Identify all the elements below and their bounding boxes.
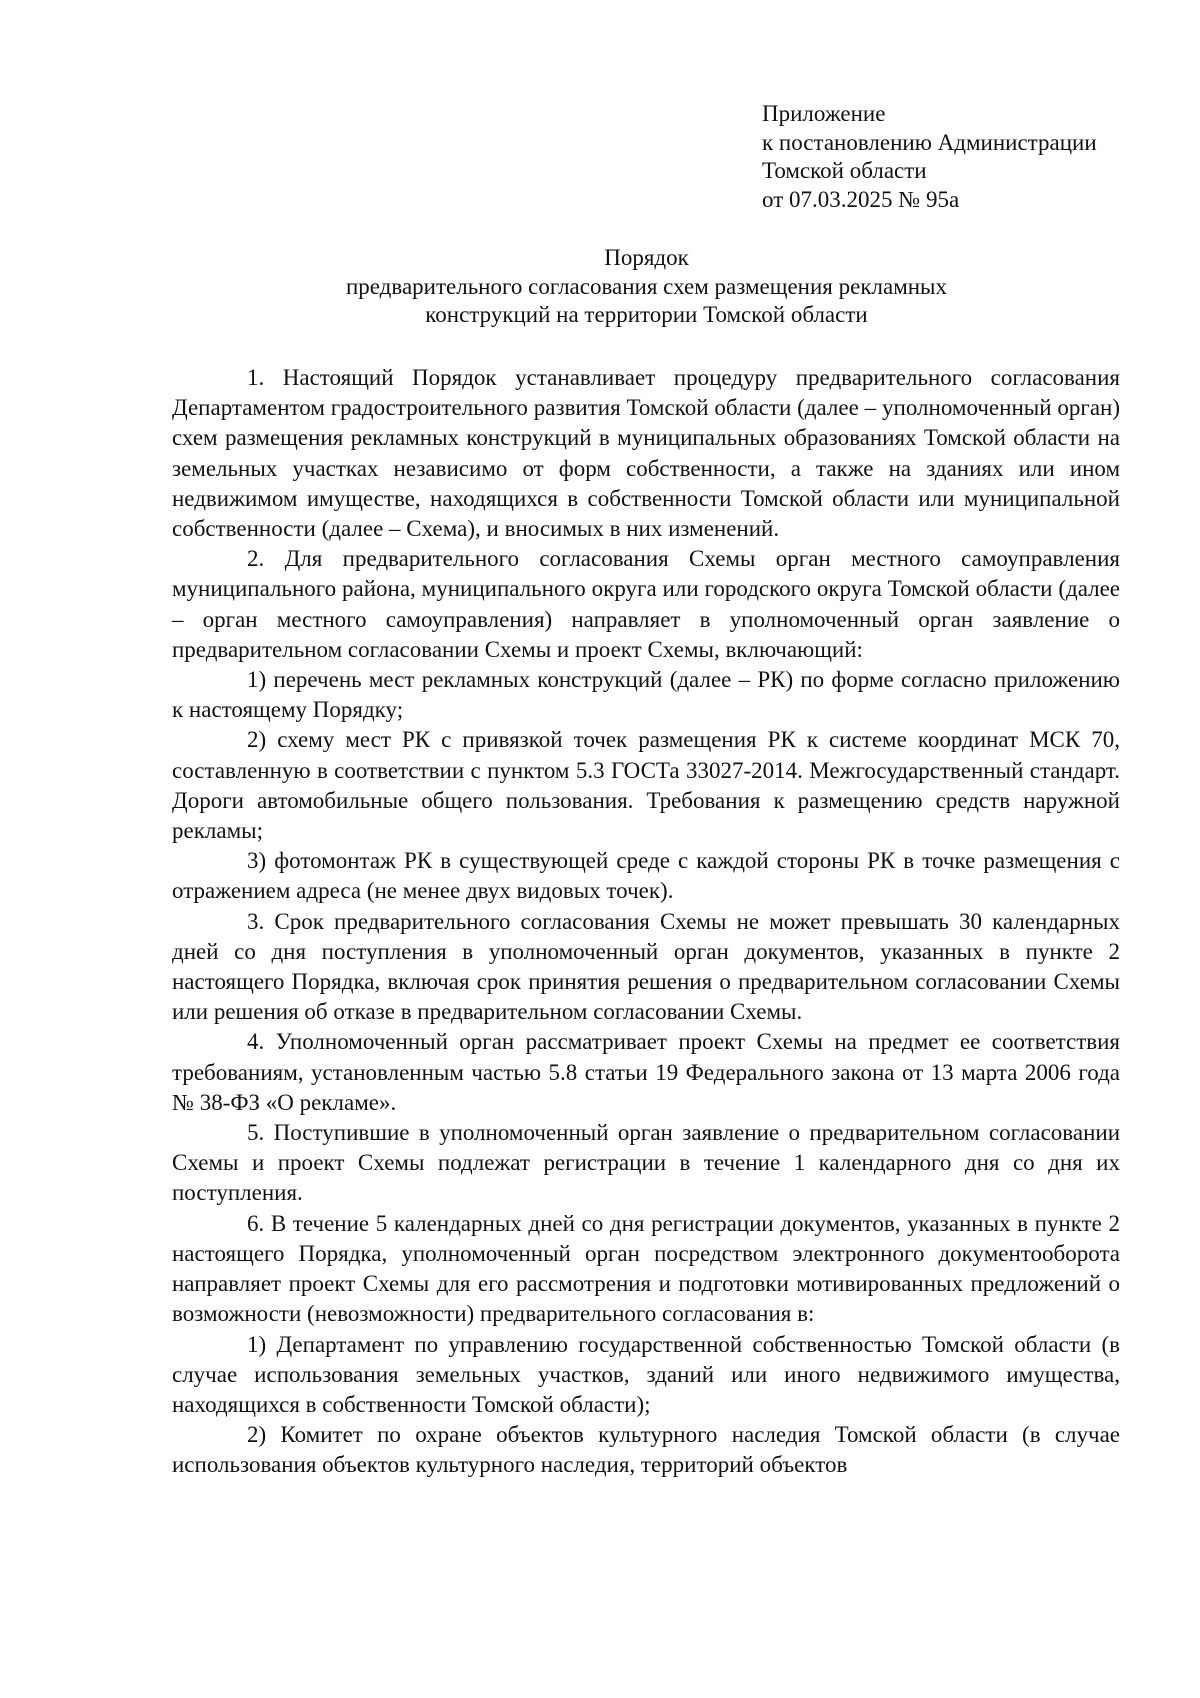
title-line: конструкций на территории Томской области [425, 302, 868, 327]
document-body [172, 363, 1120, 1481]
document-title [0, 244, 1200, 330]
paragraph-4: 4. Уполномоченный орган рассматривает проект Схемы на предмет ее соответствия требованиям, установленным частью 5.8 статьи 19 Федерального закона от 13 марта 2006 года № 38-ФЗ «О рекламе». [172, 1029, 1120, 1115]
title-line: Порядок [604, 245, 689, 270]
paragraph-2: 2. Для предварительного согласования Схемы орган местного самоуправления муниципального района, муниципального округа или городского округа Томской области (далее – орган местного самоуправления) направляет в уполномоченный орган заявление о предварительном согласовании Схемы и проект Схемы, включающий: [172, 546, 1120, 662]
paragraph-2-item-1: 1) перечень мест рекламных конструкций (далее – РК) по форме согласно приложению к настоящему Порядку; [172, 667, 1120, 723]
paragraph-6-item-1: 1) Департамент по управлению государственной собственностью Томской области (в случае использования земельных участков, зданий или иного недвижимого имущества, находящихся в собственности Томской области); [172, 1331, 1120, 1417]
appendix-line: к постановлению Администрации [762, 129, 1097, 155]
paragraph-2-item-3: 3) фотомонтаж РК в существующей среде с каждой стороны РК в точке размещения с отражением адреса (не менее двух видовых точек). [172, 848, 1120, 904]
title-line: предварительного согласования схем размещения рекламных [345, 273, 948, 299]
appendix-line: от 07.03.2025 № 95а [762, 186, 960, 212]
appendix-block [762, 100, 1097, 214]
paragraph-5: 5. Поступившие в уполномоченный орган заявление о предварительном согласовании Схемы и проект Схемы подлежат регистрации в течение 1 календарного дня со дня их поступления. [172, 1120, 1120, 1206]
paragraph-3: 3. Срок предварительного согласования Схемы не может превышать 30 календарных дней со дня поступления в уполномоченный орган документов, указанных в пункте 2 настоящего Порядка, включая срок принятия решения о предварительном согласовании Схемы или решения об отказе в предварительном согласовании Схемы. [172, 908, 1120, 1025]
paragraph-6: 6. В течение 5 календарных дней со дня регистрации документов, указанных в пункте 2 настоящего Порядка, уполномоченный орган посредством электронного документооборота направляет проект Схемы для его рассмотрения и подготовки мотивированных предложений о возможности (невозможности) предварительного согласования в: [172, 1210, 1120, 1327]
paragraph-1: 1. Настоящий Порядок устанавливает процедуру предварительного согласования Департаментом градостроительного развития Томской области (далее – уполномоченный орган) схем размещения рекламных конструкций в муниципальных образованиях Томской области на земельных участках независимо от форм собственности, а также на зданиях или ином недвижимом имуществе, находящихся в собственности Томской области или муниципальной собственности (далее – Схема), и вносимых в них изменений. [172, 365, 1120, 542]
paragraph-2-item-2: 2) схему мест РК с привязкой точек размещения РК к системе координат МСК 70, составленную в соответствии с пунктом 5.3 ГОСТа 33027-2014. Межгосударственный стандарт. Дороги автомобильные общего пользования. Требования к размещению средств наружной рекламы; [172, 727, 1120, 844]
appendix-line: Томской области [762, 158, 927, 183]
appendix-line: Приложение [762, 101, 886, 126]
paragraph-6-item-2: 2) Комитет по охране объектов культурного наследия Томской области (в случае использования объектов культурного наследия, территорий объектов [172, 1422, 1120, 1478]
